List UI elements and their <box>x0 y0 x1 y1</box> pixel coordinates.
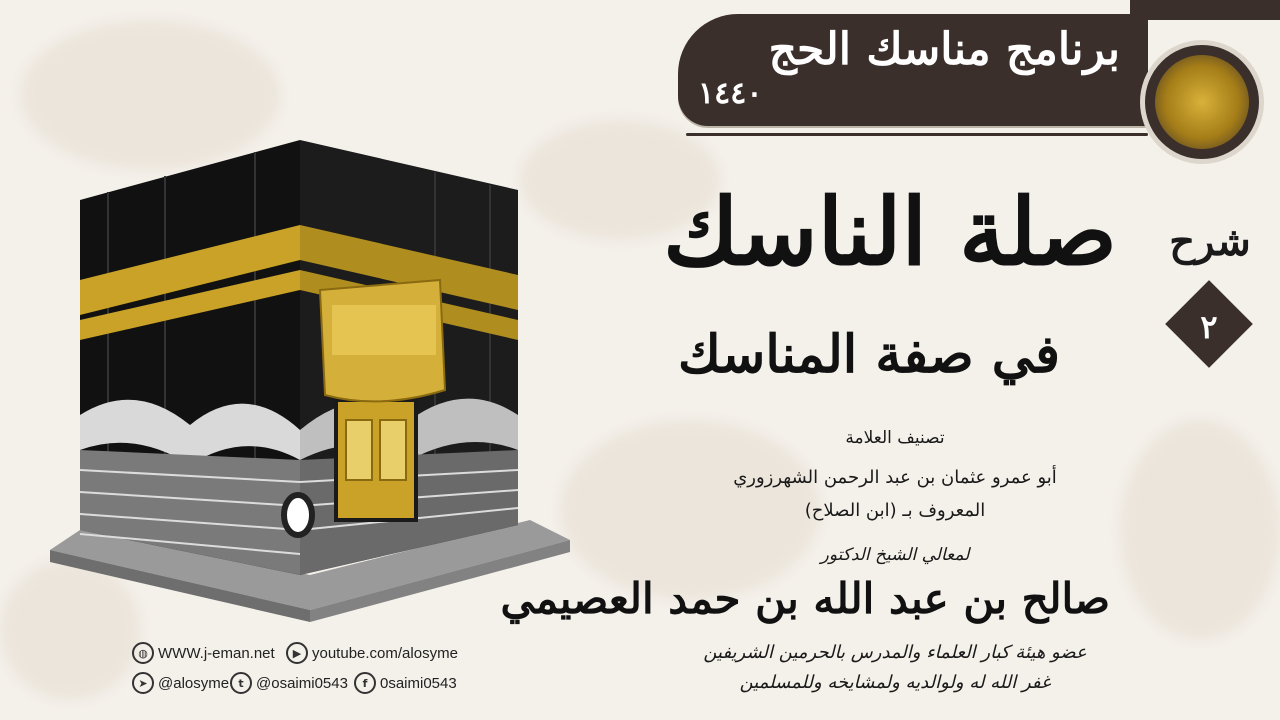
facebook-text: 0saimi0543 <box>380 674 457 692</box>
author-name: أبو عمرو عثمان بن عبد الرحمن الشهرزوري <box>733 467 1057 488</box>
lecturer-prayer: غفر الله له ولوالديه ولمشايخه وللمسلمين <box>739 672 1051 693</box>
calligraphy-seal-logo <box>1140 40 1264 164</box>
website-text: WWW.j-eman.net <box>158 644 275 662</box>
book-title: صلة الناسك <box>663 178 1117 286</box>
telegram-link[interactable] <box>132 672 229 694</box>
lecturer-role: عضو هيئة كبار العلماء والمدرس بالحرمين الشريفين <box>703 642 1087 663</box>
book-subtitle: في صفة المناسك <box>677 324 1060 385</box>
twitter-icon: t <box>230 672 252 694</box>
facebook-link[interactable] <box>354 672 457 694</box>
website-link[interactable] <box>132 642 275 664</box>
youtube-text: youtube.com/alosyme <box>312 644 458 662</box>
kaaba-illustration <box>40 130 580 630</box>
program-banner <box>678 14 1148 126</box>
twitter-text: @osaimi0543 <box>256 674 348 692</box>
youtube-link[interactable] <box>286 642 458 664</box>
sharh-label: شرح <box>1169 218 1251 265</box>
globe-icon: ◍ <box>132 642 154 664</box>
header-strip <box>1130 0 1280 20</box>
author-known-as: المعروف بـ (ابن الصلاح) <box>804 500 986 521</box>
telegram-icon: ➤ <box>132 672 154 694</box>
lecturer-intro: لمعالي الشيخ الدكتور <box>820 545 970 565</box>
twitter-link[interactable] <box>230 672 348 694</box>
youtube-icon: ▶ <box>286 642 308 664</box>
program-title: برنامج مناسك الحج <box>768 24 1120 75</box>
lesson-number: ٢ <box>1200 308 1218 346</box>
program-year: ١٤٤٠ <box>698 76 763 111</box>
author-intro: تصنيف العلامة <box>845 428 945 448</box>
background-texture <box>1120 420 1280 640</box>
lecturer-name: صالح بن عبد الله بن حمد العصيمي <box>500 574 1110 623</box>
telegram-text: @alosyme <box>158 674 230 692</box>
facebook-icon: f <box>354 672 376 694</box>
